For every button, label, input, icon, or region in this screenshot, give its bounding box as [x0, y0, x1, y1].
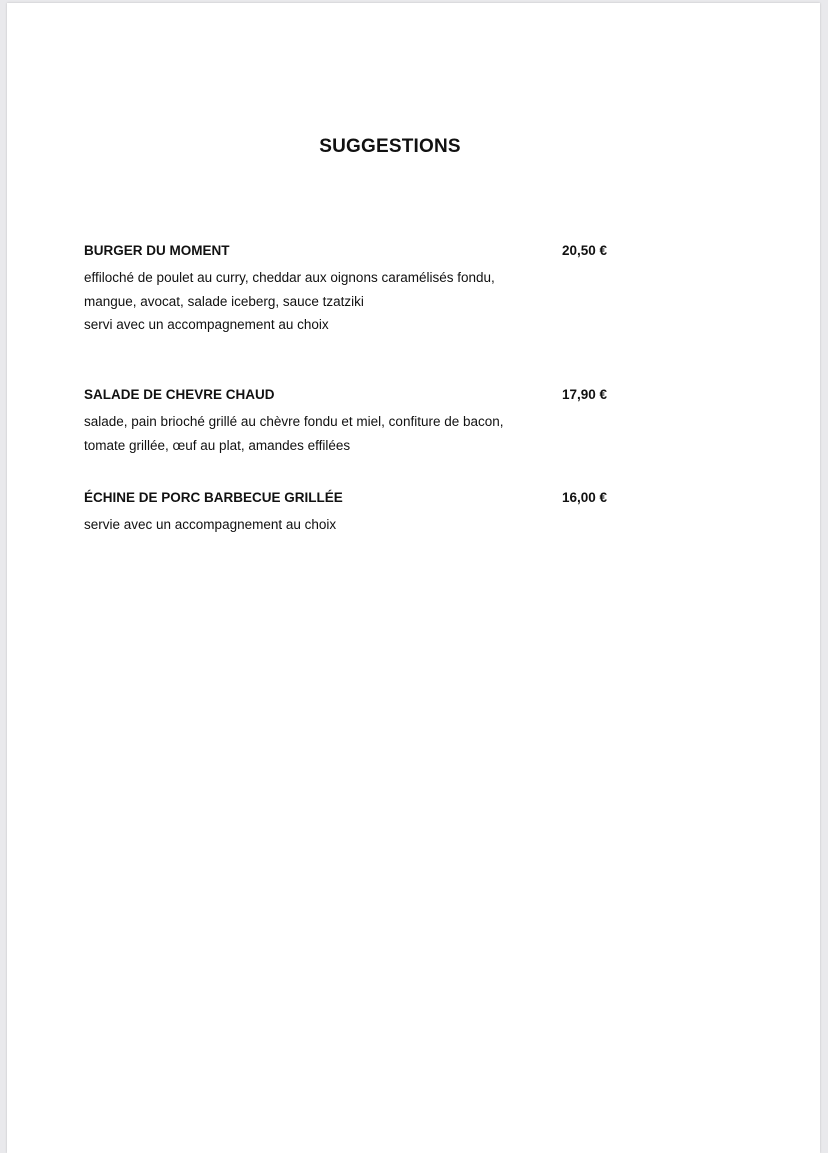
- menu-item-price: 16,00 €: [562, 490, 608, 505]
- description-line: salade, pain brioché grillé au chèvre fondu et miel, confiture de bacon,: [84, 414, 504, 429]
- menu-item-description: [84, 513, 644, 537]
- description-line: servie avec un accompagnement au choix: [84, 517, 337, 532]
- menu-item-name: ÉCHINE DE PORC BARBECUE GRILLÉE: [84, 490, 343, 505]
- description-line: servi avec un accompagnement au choix: [84, 317, 329, 332]
- menu-item-echine: [84, 490, 644, 537]
- description-line: effiloché de poulet au curry, cheddar aux oignons caramélisés fondu,: [84, 270, 495, 285]
- page-title: SUGGESTIONS: [319, 136, 461, 157]
- menu-item-header: [84, 243, 644, 266]
- menu-item-description: [84, 410, 644, 457]
- menu-item-name: SALADE DE CHEVRE CHAUD: [84, 387, 275, 402]
- menu-item-price: 17,90 €: [562, 387, 608, 402]
- menu-page: [7, 3, 820, 1153]
- menu-item-burger: [84, 243, 644, 337]
- menu-item-description: [84, 266, 644, 337]
- menu-item-name: BURGER DU MOMENT: [84, 243, 230, 258]
- menu-item-header: [84, 387, 644, 410]
- description-line: mangue, avocat, salade iceberg, sauce tzatziki: [84, 293, 364, 309]
- menu-item-salade: [84, 387, 644, 457]
- menu-item-header: [84, 490, 644, 513]
- menu-item-price: 20,50 €: [562, 243, 608, 258]
- description-line: tomate grillée, œuf au plat, amandes effilées: [84, 437, 351, 453]
